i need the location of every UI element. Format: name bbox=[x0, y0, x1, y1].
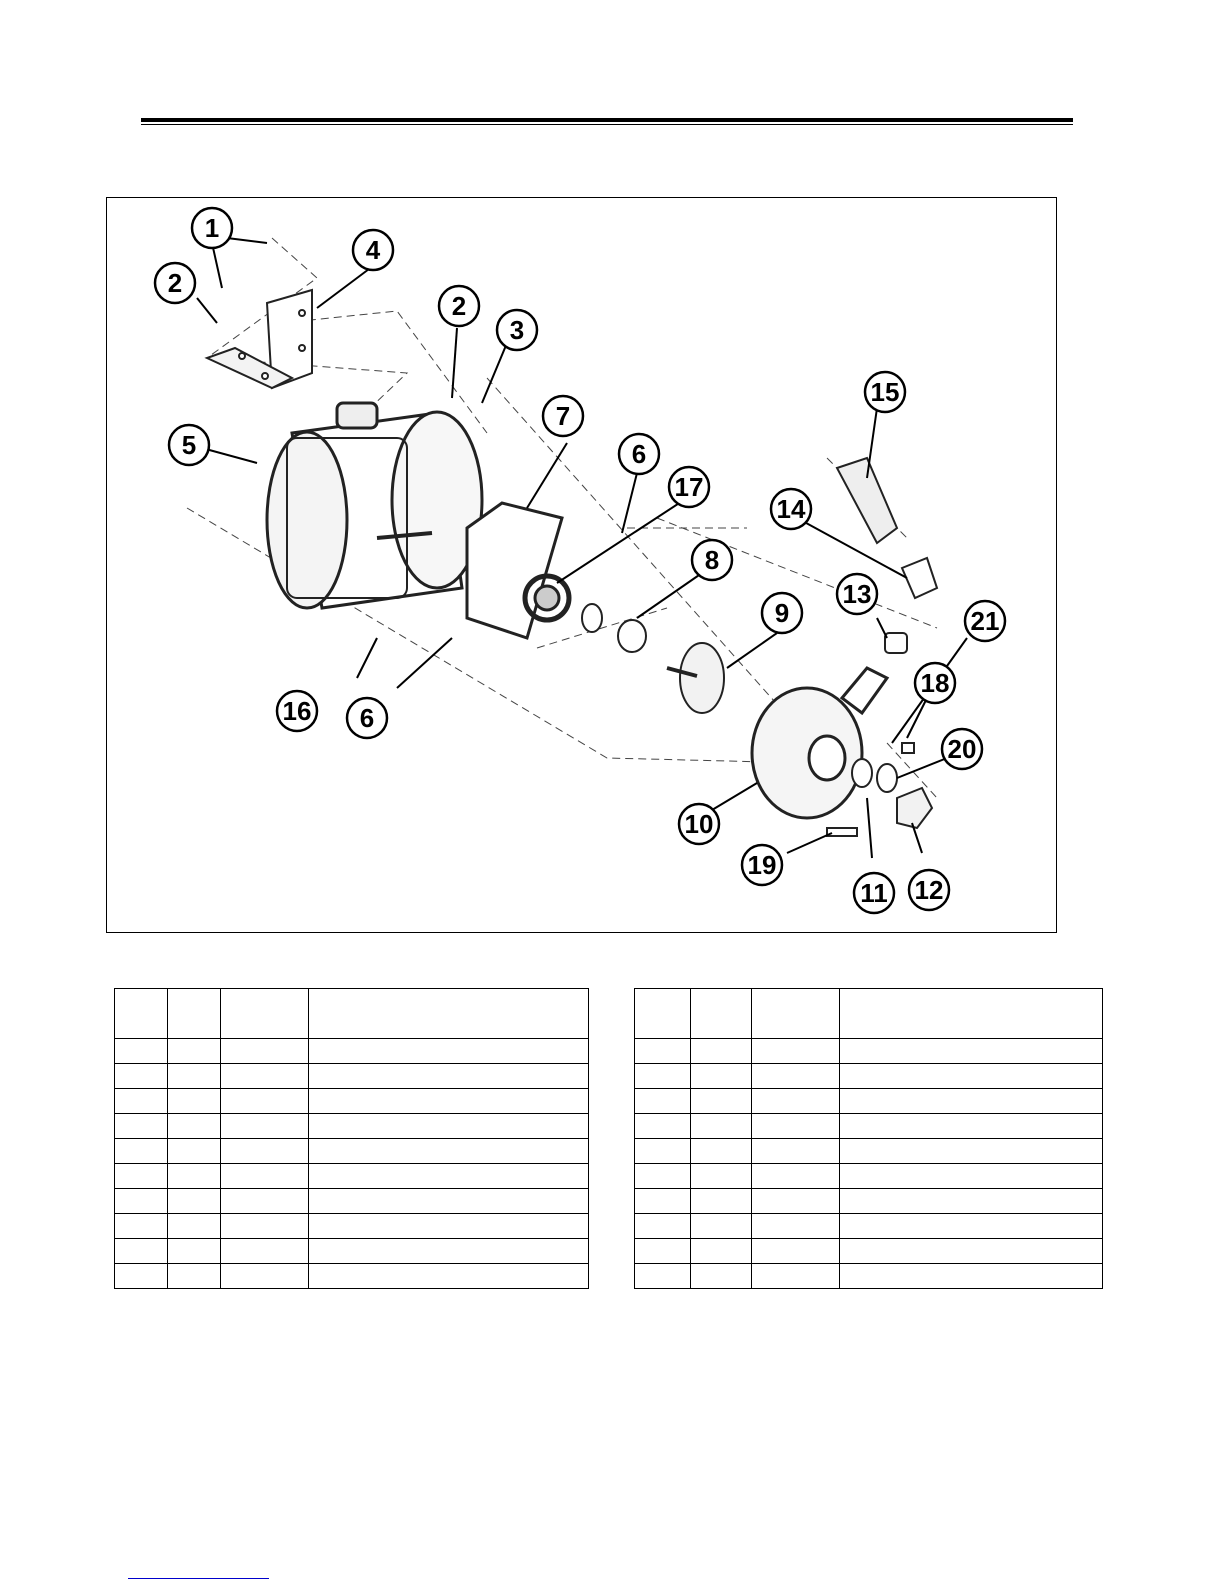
table-cell bbox=[221, 1239, 309, 1264]
callout-18 bbox=[915, 663, 955, 703]
table-cell bbox=[168, 1064, 221, 1089]
table-cell bbox=[840, 1214, 1103, 1239]
callout-number: 1 bbox=[204, 213, 220, 243]
callout-7 bbox=[543, 396, 583, 436]
table-cell bbox=[221, 1264, 309, 1289]
table-row bbox=[635, 1214, 1103, 1239]
callout-number: 6 bbox=[631, 439, 647, 469]
table-cell bbox=[840, 1114, 1103, 1139]
callout-number: 21 bbox=[970, 606, 1000, 636]
pump-housing bbox=[752, 668, 887, 818]
callout-number: 9 bbox=[774, 598, 790, 628]
callout-number: 10 bbox=[684, 809, 714, 839]
table-cell bbox=[168, 1164, 221, 1189]
callout-11 bbox=[854, 873, 894, 913]
header-rule-thin bbox=[141, 124, 1073, 125]
table-cell bbox=[635, 1039, 691, 1064]
table-cell bbox=[691, 1089, 752, 1114]
table-cell bbox=[691, 1239, 752, 1264]
table-cell bbox=[221, 1114, 309, 1139]
table-cell bbox=[691, 1064, 752, 1089]
table-cell bbox=[309, 1139, 589, 1164]
callout-13 bbox=[837, 574, 877, 614]
callout-6 bbox=[619, 434, 659, 474]
table-cell bbox=[221, 1089, 309, 1114]
table-cell bbox=[115, 1089, 168, 1114]
table-cell bbox=[221, 1189, 309, 1214]
table-cell bbox=[309, 1264, 589, 1289]
table-cell bbox=[115, 1139, 168, 1164]
table-cell bbox=[840, 1239, 1103, 1264]
table-header-row bbox=[635, 989, 1103, 1039]
table-cell bbox=[168, 1264, 221, 1289]
table-cell bbox=[691, 1164, 752, 1189]
table-cell bbox=[115, 1239, 168, 1264]
parts-table-left bbox=[114, 988, 589, 1289]
table-cell bbox=[115, 1114, 168, 1139]
callout-number: 14 bbox=[776, 494, 806, 524]
table-row bbox=[115, 1039, 589, 1064]
table-cell bbox=[309, 1089, 589, 1114]
table-cell bbox=[752, 1239, 840, 1264]
table-cell bbox=[752, 1139, 840, 1164]
table-row bbox=[115, 1214, 589, 1239]
table-row bbox=[115, 1264, 589, 1289]
table-cell bbox=[752, 1064, 840, 1089]
callout-number: 3 bbox=[509, 315, 525, 345]
table-cell bbox=[752, 1264, 840, 1289]
table-cell bbox=[691, 1189, 752, 1214]
table-cell bbox=[635, 1264, 691, 1289]
table-row bbox=[635, 1264, 1103, 1289]
table-header-cell bbox=[115, 989, 168, 1039]
pump-exploded-diagram bbox=[107, 198, 1056, 932]
table-cell bbox=[221, 1039, 309, 1064]
table-cell bbox=[752, 1114, 840, 1139]
callout-number: 19 bbox=[747, 850, 777, 880]
callout-number: 2 bbox=[167, 268, 183, 298]
table-row bbox=[635, 1064, 1103, 1089]
callout-number: 11 bbox=[860, 878, 888, 908]
callout-2 bbox=[439, 286, 479, 326]
table-cell bbox=[115, 1214, 168, 1239]
table-cell bbox=[221, 1064, 309, 1089]
table-cell bbox=[309, 1239, 589, 1264]
table-cell bbox=[752, 1214, 840, 1239]
callout-4 bbox=[353, 230, 393, 270]
callout-number: 4 bbox=[365, 235, 381, 265]
table-cell bbox=[309, 1189, 589, 1214]
callout-number: 13 bbox=[842, 579, 872, 609]
callout-number: 16 bbox=[282, 696, 312, 726]
table-cell bbox=[691, 1214, 752, 1239]
motor-body bbox=[267, 403, 482, 608]
callout-number: 12 bbox=[914, 875, 944, 905]
table-cell bbox=[115, 1164, 168, 1189]
table-cell bbox=[309, 1064, 589, 1089]
table-cell bbox=[221, 1139, 309, 1164]
table-cell bbox=[221, 1214, 309, 1239]
table-cell bbox=[309, 1214, 589, 1239]
table-cell bbox=[752, 1189, 840, 1214]
table-header-cell bbox=[752, 989, 840, 1039]
callout-number: 6 bbox=[359, 703, 375, 733]
table-cell bbox=[691, 1039, 752, 1064]
table-header-cell bbox=[221, 989, 309, 1039]
motor-bracket bbox=[207, 290, 312, 388]
table-header-row bbox=[115, 989, 589, 1039]
seal-spring-impeller bbox=[582, 604, 724, 713]
footer-link-underline[interactable] bbox=[128, 1578, 269, 1579]
table-header-cell bbox=[691, 989, 752, 1039]
table-row bbox=[115, 1189, 589, 1214]
table-row bbox=[635, 1189, 1103, 1214]
table-cell bbox=[840, 1189, 1103, 1214]
table-header-cell bbox=[840, 989, 1103, 1039]
table-cell bbox=[168, 1139, 221, 1164]
table-cell bbox=[309, 1164, 589, 1189]
table-row bbox=[115, 1064, 589, 1089]
table-cell bbox=[168, 1039, 221, 1064]
table-cell bbox=[691, 1114, 752, 1139]
callout-number: 2 bbox=[451, 291, 467, 321]
callout-19 bbox=[742, 845, 782, 885]
callout-16 bbox=[277, 691, 317, 731]
table-cell bbox=[115, 1064, 168, 1089]
table-row bbox=[635, 1089, 1103, 1114]
table-cell bbox=[221, 1164, 309, 1189]
table-cell bbox=[691, 1139, 752, 1164]
table-row bbox=[635, 1114, 1103, 1139]
table-cell bbox=[168, 1239, 221, 1264]
table-cell bbox=[635, 1214, 691, 1239]
callout-10 bbox=[679, 804, 719, 844]
table-row bbox=[635, 1164, 1103, 1189]
callout-number: 20 bbox=[947, 734, 977, 764]
callout-9 bbox=[762, 593, 802, 633]
callout-1 bbox=[192, 208, 232, 248]
table-cell bbox=[752, 1089, 840, 1114]
table-cell bbox=[635, 1139, 691, 1164]
table-cell bbox=[309, 1039, 589, 1064]
table-cell bbox=[840, 1264, 1103, 1289]
table-row bbox=[115, 1089, 589, 1114]
table-cell bbox=[115, 1264, 168, 1289]
callout-8 bbox=[692, 540, 732, 580]
table-cell bbox=[635, 1189, 691, 1214]
table-cell bbox=[840, 1164, 1103, 1189]
table-cell bbox=[635, 1239, 691, 1264]
callout-2 bbox=[155, 263, 195, 303]
table-row bbox=[115, 1239, 589, 1264]
table-cell bbox=[752, 1164, 840, 1189]
callout-number: 17 bbox=[674, 472, 704, 502]
callout-number: 8 bbox=[704, 545, 720, 575]
table-header-cell bbox=[635, 989, 691, 1039]
table-cell bbox=[168, 1114, 221, 1139]
table-header-cell bbox=[168, 989, 221, 1039]
callout-6 bbox=[347, 698, 387, 738]
header-rule-thick bbox=[141, 118, 1073, 122]
table-row bbox=[115, 1164, 589, 1189]
table-row bbox=[635, 1039, 1103, 1064]
table-cell bbox=[840, 1039, 1103, 1064]
callout-17 bbox=[669, 467, 709, 507]
table-header-cell bbox=[309, 989, 589, 1039]
callout-number: 18 bbox=[920, 668, 950, 698]
callout-number: 7 bbox=[555, 401, 571, 431]
table-cell bbox=[635, 1164, 691, 1189]
exploded-view-figure bbox=[106, 197, 1057, 933]
table-cell bbox=[309, 1114, 589, 1139]
table-row bbox=[115, 1139, 589, 1164]
table-cell bbox=[752, 1039, 840, 1064]
table-cell bbox=[635, 1114, 691, 1139]
adapter-plate bbox=[467, 503, 569, 638]
table-cell bbox=[168, 1189, 221, 1214]
table-cell bbox=[840, 1089, 1103, 1114]
callout-21 bbox=[965, 601, 1005, 641]
parts-table-right bbox=[634, 988, 1103, 1289]
table-cell bbox=[168, 1214, 221, 1239]
callout-number: 15 bbox=[870, 377, 900, 407]
table-row bbox=[635, 1139, 1103, 1164]
callout-14 bbox=[771, 489, 811, 529]
callout-number: 5 bbox=[181, 430, 197, 460]
table-cell bbox=[840, 1139, 1103, 1164]
table-row bbox=[635, 1239, 1103, 1264]
callout-15 bbox=[865, 372, 905, 412]
table-cell bbox=[635, 1089, 691, 1114]
table-cell bbox=[691, 1264, 752, 1289]
table-cell bbox=[168, 1089, 221, 1114]
table-cell bbox=[635, 1064, 691, 1089]
table-cell bbox=[115, 1039, 168, 1064]
table-cell bbox=[840, 1064, 1103, 1089]
table-row bbox=[115, 1114, 589, 1139]
callout-3 bbox=[497, 310, 537, 350]
callout-12 bbox=[909, 870, 949, 910]
callout-20 bbox=[942, 729, 982, 769]
table-cell bbox=[115, 1189, 168, 1214]
callout-5 bbox=[169, 425, 209, 465]
